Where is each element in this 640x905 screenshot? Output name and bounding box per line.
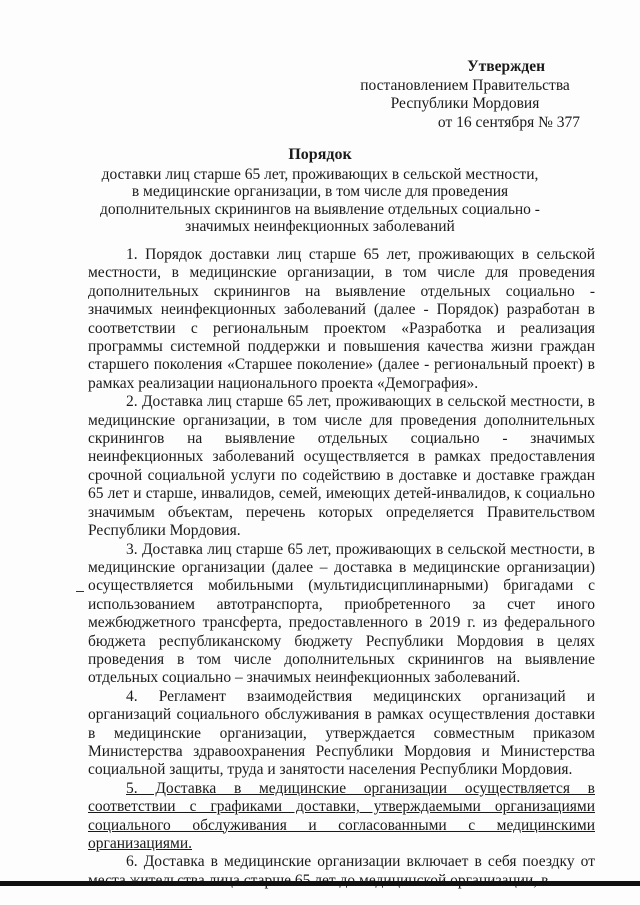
paragraph-4: 4. Регламент взаимодействия медицинских организаций и организаций социального обслуживания в рамках осуществления доставки в медицинские организации, утверждается совместным приказом Министерства здравоохранения Республики Мордовия и Министерства социальной защиты, труда и занятости населения Республики Мордовия. xyxy=(88,687,595,779)
approval-block xyxy=(330,58,600,132)
document-heading xyxy=(100,146,540,236)
margin-mark xyxy=(76,591,84,592)
paragraph-3: 3. Доставка лиц старше 65 лет, проживающих в сельской местности, в медицинские организации (далее – доставка в медицинские организации) осуществляется мобильными (мультидисциплинарными) бригадами с использованием автотранспорта, приобретенного за счет иного межбюджетного трансферта, предоставленного в 2019 г. из федерального бюджета республиканскому бюджету Республики Мордовия в целях проведения в том числе дополнительных скринингов на выявление отдельных социально – значимых неинфекционных заболеваний. xyxy=(88,540,595,687)
paragraph-1: 1. Порядок доставки лиц старше 65 лет, проживающих в сельской местности, в медицинские организации, в том числе для проведения дополнительных скринингов на выявление отдельных социально - значимых неинфекционных заболеваний (далее - Порядок) разработан в соответствии с региональным проектом «Разработка и реализация программы системной поддержки и повышения качества жизни граждан старшего поколения «Старшее поколение» (далее - региональный проект) в рамках реализации национального проекта «Демография». xyxy=(88,246,595,392)
approval-title: Утвержден xyxy=(467,58,545,75)
paragraph-2: 2. Доставка лиц старше 65 лет, проживающих в сельской местности, в медицинские организации, в том числе для проведения дополнительных скринингов на выявление отдельных социально - значимых неинфекционных заболеваний осуществляется в рамках предоставления срочной социальной услуги по содействию в доставке и доставке граждан 65 лет и старше, инвалидов, семей, имеющих детей-инвалидов, к социально значимым объектам, перечень которых определяется Правительством Республики Мордовия. xyxy=(88,393,595,540)
approval-line-1: постановлением Правительства xyxy=(360,76,570,94)
document-body xyxy=(88,246,595,890)
approval-date: от 16 сентября № 377 xyxy=(437,113,580,131)
document-title: Порядок xyxy=(288,146,352,163)
paragraph-5: 5. Доставка в медицинские организации осуществляется в соответствии с графиками доставки, утверждаемыми организациями социального обслуживания и согласованными с медицинскими организациями. xyxy=(88,779,595,852)
paragraph-6: 6. Доставка в медицинские организации включает в себя поездку от xyxy=(126,853,595,871)
document-subtitle: доставки лиц старше 65 лет, проживающих в сельской местности, в медицинские организации, в том числе для проведения дополнительных скринингов на выявление отдельных социально - значимых неинфекционных заболеваний xyxy=(100,165,540,235)
scan-edge-bar xyxy=(0,881,640,886)
approval-line-2: Республики Мордовия xyxy=(390,95,540,112)
